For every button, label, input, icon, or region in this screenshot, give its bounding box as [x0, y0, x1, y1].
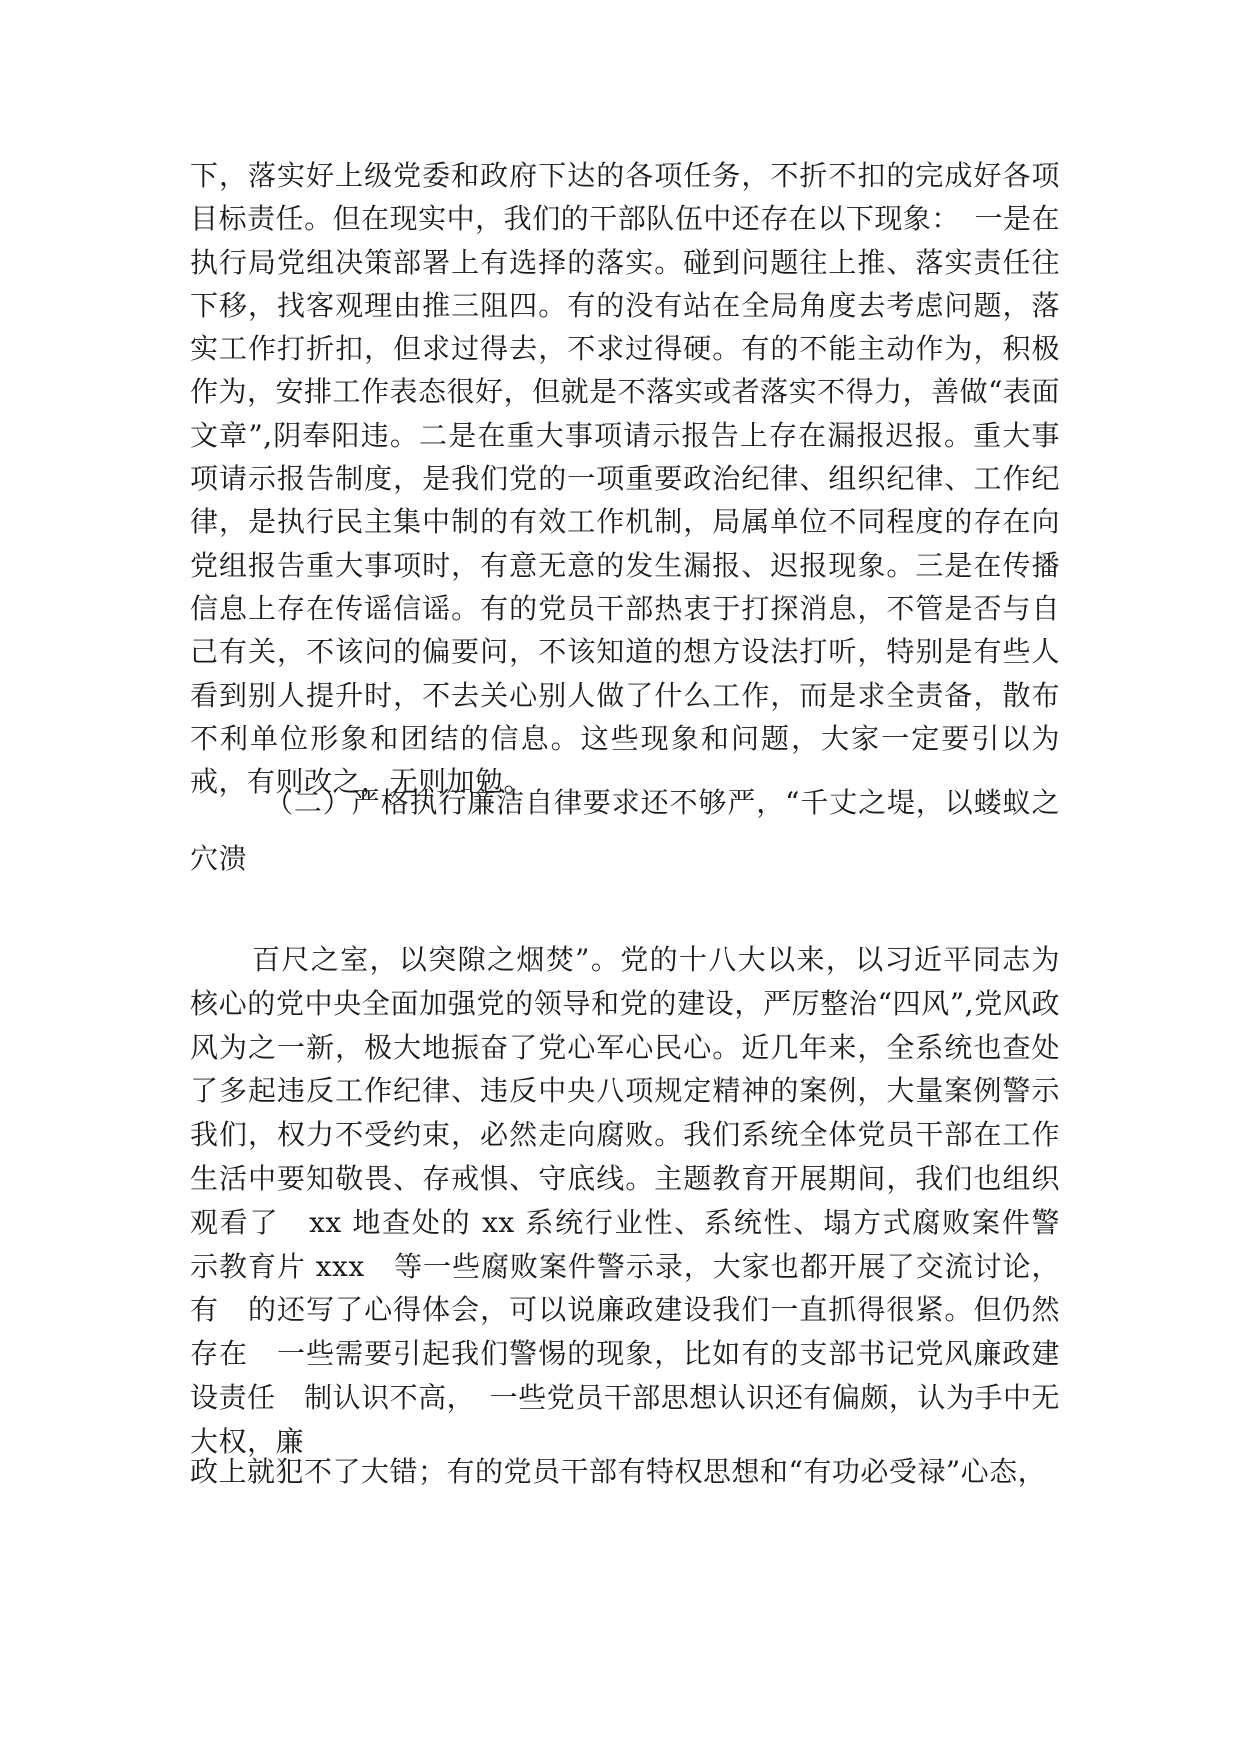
- body-paragraph-continuation: 政上就犯不了大错；有的党员干部有特权思想和“有功必受禄”心态，: [190, 1455, 1047, 1488]
- body-paragraph-issues: 下，落实好上级党委和政府下达的各项任务，不折不扣的完成好各项目标责任。但在现实中，我们的干部队伍中还存在以下现象： 一是在执行局党组决策部署上有选择的落实。碰到问题往上推、落实责任往下移，找客观理由推三阻四。有的没有站在全局角度去考虑问题，落实工作打折扣，但求过得去，不求过得硬。有的不能主动作为，积极作为，安排工作表态很好，但就是不落实或者落实不得力，善做“表面文章”,阴奉阳违。二是在重大事项请示报告上存在漏报迟报。重大事项请示报告制度，是我们党的一项重要政治纪律、组织纪律、工作纪律，是执行民主集中制的有效工作机制，局属单位不同程度的存在向党组报告重大事项时，有意无意的发生漏报、迟报现象。三是在传播信息上存在传谣信谣。有的党员干部热衷于打探消息，不管是否与自己有关，不该问的偏要问，不该知道的想方设法打听，特别是有些人看到别人提升时，不去关心别人做了什么工作，而是求全责备，散布不利单位形象和团结的信息。这些现象和问题，大家一定要引以为戒，有则改之，无则加勉。: [190, 159, 1060, 799]
- body-paragraph-integrity: 百尺之室，以突隙之烟焚”。党的十八大以来，以习近平同志为核心的党中央全面加强党的领导和党的建设，严厉整治“四风”,党风政风为之一新，极大地振奋了党心军心民心。近几年来，全系统也查处了多起违反工作纪律、违反中央八项规定精神的案例，大量案例警示我们，权力不受约束，必然走向腐败。我们系统全体党员干部在工作生活中要知敬畏、存戒惧、守底线。主题教育开展期间，我们也组织观看了 xx 地查处的 xx 系统行业性、系统性、塌方式腐败案件警 示教育片 xxx 等一些腐败案件警示录，大家也都开展了交流讨论，有 的还写了心得体会，可以说廉政建设我们一直抓得很紧。但仍然存在 一些需要引起我们警惕的现象，比如有的支部书记党风廉政建设责任 制认识不高， 一些党员干部思想认识还有偏颇，认为手中无大权，廉: [190, 943, 1089, 1458]
- section-heading-integrity: （二）严格执行廉洁自律要求还不够严，“千丈之堤，以蝼蚁之穴溃: [190, 786, 1060, 875]
